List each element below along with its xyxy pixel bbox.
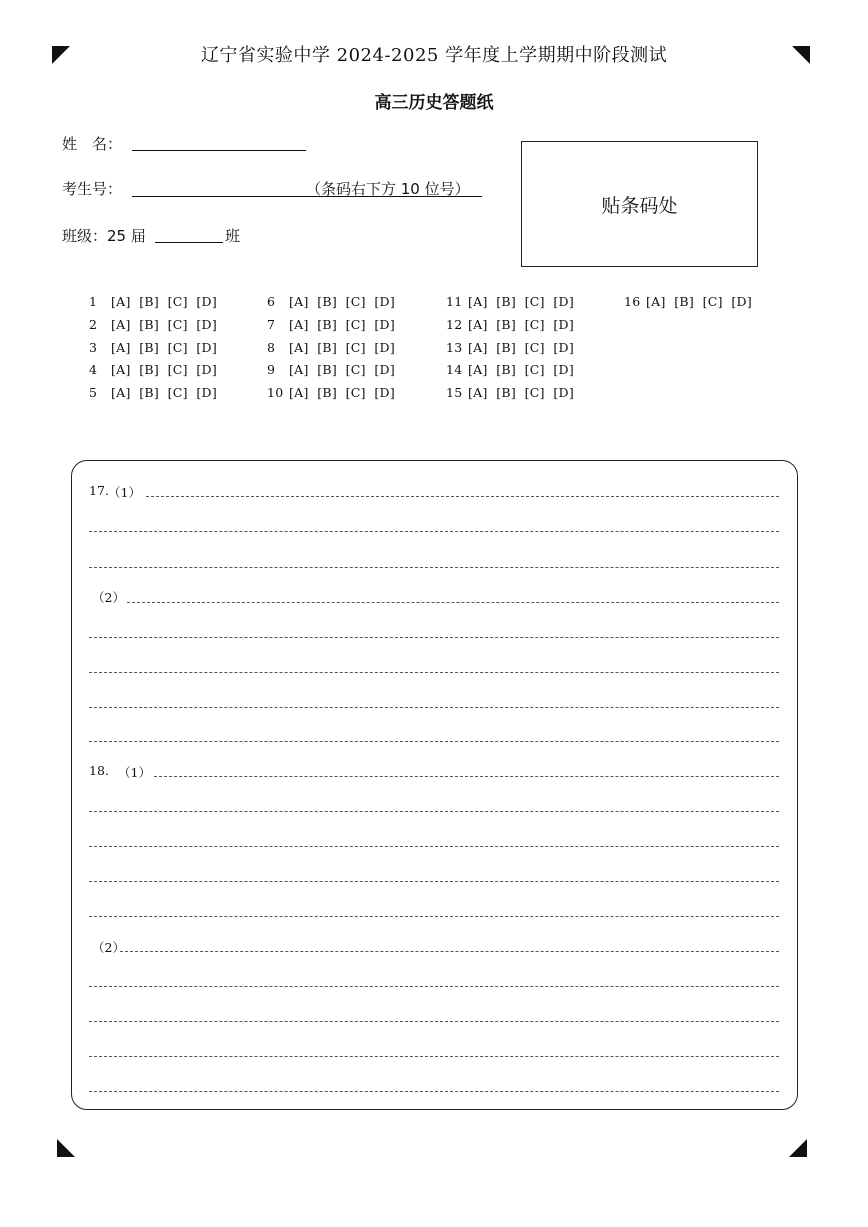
mc-question-number: 13 [446,340,463,355]
mc-question [89,362,217,377]
mc-question-number: 4 [89,362,98,377]
barcode-area [521,141,758,267]
mc-question-number: 9 [267,362,276,377]
q17-part1-label: （1） [108,485,141,500]
mc-question [446,317,574,332]
mc-question [89,294,217,309]
class-prefix-label: 班级：25 届 [62,227,146,245]
answer-line[interactable] [89,881,779,882]
q17-part2-label: （2） [92,590,125,605]
mc-question-number: 15 [446,385,463,400]
mc-choices[interactable]: [A] [B] [C] [D] [289,317,396,332]
mc-question-number: 16 [624,294,641,309]
registration-mark-bottom-right [789,1139,807,1157]
answer-line[interactable] [146,496,779,497]
mc-question [267,294,395,309]
q17-number: 17. [89,483,109,498]
mc-question [89,385,217,400]
mc-question [446,362,574,377]
answer-line[interactable] [89,986,779,987]
mc-choices[interactable]: [A] [B] [C] [D] [646,294,753,309]
student-id-label: 考生号： [62,180,123,198]
q18-number: 18. [89,763,109,778]
answer-line[interactable] [89,672,779,673]
mc-choices[interactable]: [A] [B] [C] [D] [289,294,396,309]
mc-choices[interactable]: [A] [B] [C] [D] [289,385,396,400]
mc-question-number: 12 [446,317,463,332]
answer-line[interactable] [89,811,779,812]
answer-line[interactable] [89,1056,779,1057]
mc-choices[interactable]: [A] [B] [C] [D] [468,340,575,355]
mc-question-number: 1 [89,294,98,309]
mc-question [446,385,574,400]
mc-question [267,362,395,377]
mc-question-number: 11 [446,294,463,309]
answer-line[interactable] [89,531,779,532]
answer-line[interactable] [89,1091,779,1092]
name-field[interactable] [132,150,306,151]
mc-question [624,294,752,309]
mc-question [446,340,574,355]
answer-line[interactable] [120,951,779,952]
mc-question-number: 7 [267,317,276,332]
mc-choices[interactable]: [A] [B] [C] [D] [468,385,575,400]
mc-question-number: 3 [89,340,98,355]
mc-choices[interactable]: [A] [B] [C] [D] [289,340,396,355]
class-field[interactable] [155,242,223,243]
answer-line[interactable] [89,567,779,568]
mc-choices[interactable]: [A] [B] [C] [D] [111,317,218,332]
paper-title: 高三历史答题纸 [374,93,494,113]
class-suffix-label: 班 [225,227,241,245]
answer-line[interactable] [89,1021,779,1022]
answer-line[interactable] [89,637,779,638]
mc-question [267,317,395,332]
q18-part2-label: （2） [92,940,125,955]
answer-line[interactable] [154,776,779,777]
answer-box [71,460,798,1110]
mc-question [89,340,217,355]
mc-question [89,317,217,332]
mc-question-number: 5 [89,385,98,400]
mc-question-number: 8 [267,340,276,355]
mc-choices[interactable]: [A] [B] [C] [D] [111,340,218,355]
mc-question [267,385,395,400]
mc-question-number: 14 [446,362,463,377]
mc-choices[interactable]: [A] [B] [C] [D] [111,362,218,377]
student-id-hint: （条码右下方 10 位号） [306,180,470,198]
barcode-area-label: 贴条码处 [601,194,678,217]
mc-choices[interactable]: [A] [B] [C] [D] [468,317,575,332]
registration-mark-bottom-left [57,1139,75,1157]
mc-choices[interactable]: [A] [B] [C] [D] [111,294,218,309]
mc-question [267,340,395,355]
answer-line[interactable] [89,916,779,917]
q18-part1-label: （1） [118,765,151,780]
mc-choices[interactable]: [A] [B] [C] [D] [289,362,396,377]
answer-line[interactable] [127,602,779,603]
mc-choices[interactable]: [A] [B] [C] [D] [468,294,575,309]
school-title: 辽宁省实验中学 2024-2025 学年度上学期期中阶段测试 [200,45,668,66]
name-label: 姓 名： [62,135,123,153]
mc-question-number: 6 [267,294,276,309]
mc-choices[interactable]: [A] [B] [C] [D] [111,385,218,400]
mc-choices[interactable]: [A] [B] [C] [D] [468,362,575,377]
mc-question [446,294,574,309]
answer-line[interactable] [89,846,779,847]
mc-question-number: 10 [267,385,284,400]
mc-question-number: 2 [89,317,98,332]
answer-line[interactable] [89,741,779,742]
answer-line[interactable] [89,707,779,708]
